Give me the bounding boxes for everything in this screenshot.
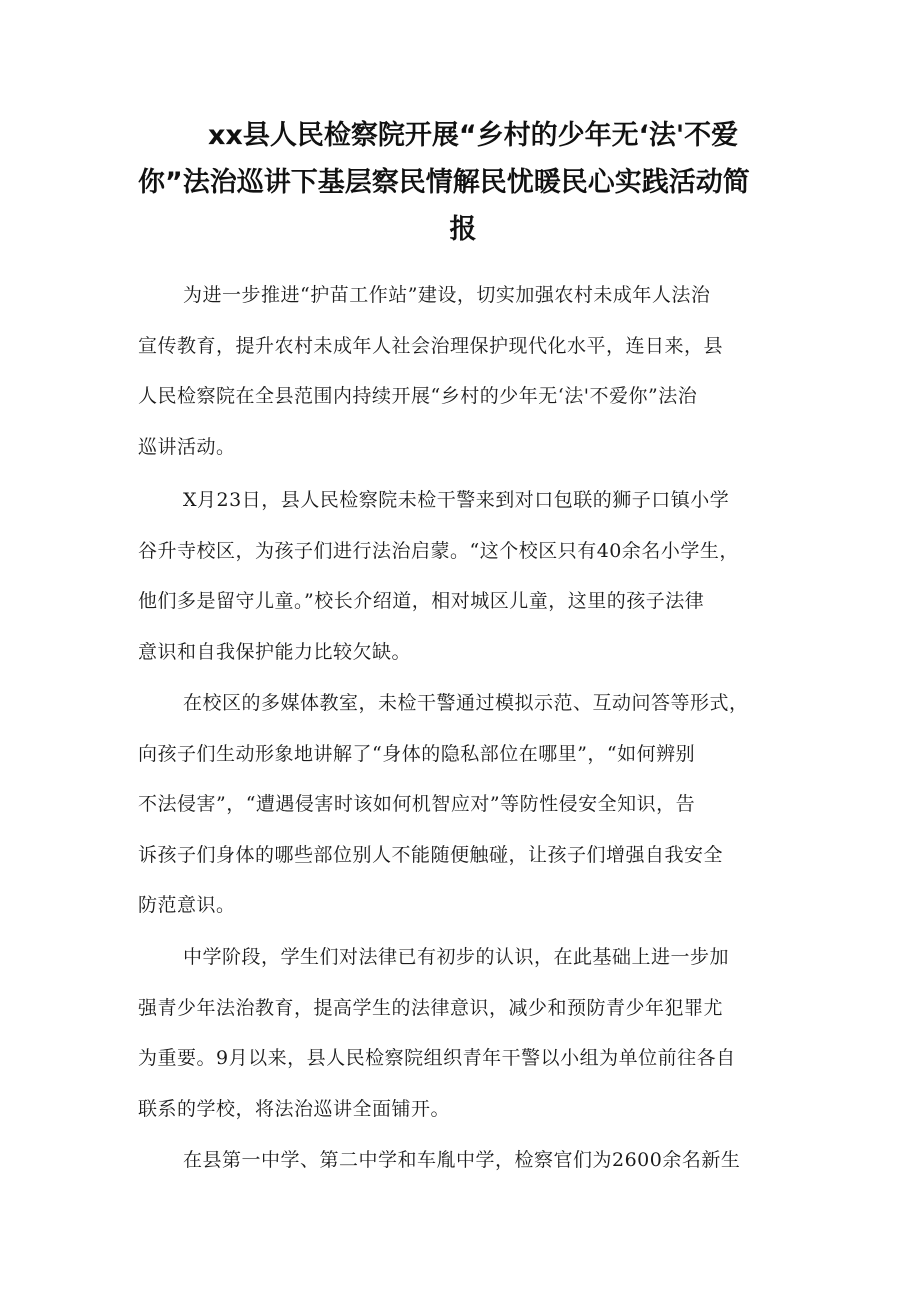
paragraph-line: 强青少年法治教育，提高学生的法律意识，减少和预防青少年犯罪尤 (138, 996, 724, 1019)
title-line: xx县人民检察院开展“乡村的少年无‘法'不爱 (208, 120, 739, 151)
paragraph-line: 在校区的多媒体教室，未检干警通过模拟示范、互动问答等形式， (183, 692, 749, 714)
title-line: 报 (449, 214, 477, 245)
paragraph-line: X月23日，县人民检察院未检干警来到对口包联的狮子口镇小学 (183, 489, 730, 511)
paragraph-line: 联系的学校，将法治巡讲全面铺开。 (138, 1097, 451, 1120)
paragraph-line: 向孩子们生动形象地讲解了“身体的隐私部位在哪里”，“如何辨别 (138, 742, 696, 765)
paragraph-line: 为重要。9月以来，县人民检察院组织青年干警以小组为单位前往各自 (138, 1047, 736, 1069)
paragraph-line: 为进一步推进“护苗工作站”建设，切实加强农村未成年人法治 (183, 284, 711, 306)
paragraph-line: 宣传教育，提升农村未成年人社会治理保护现代化水平，连日来，县 (138, 334, 724, 357)
paragraph-line: 意识和自我保护能力比较欠缺。 (138, 640, 412, 663)
paragraph-line: 巡讲活动。 (138, 435, 236, 458)
title-line: 你”法治巡讲下基层察民情解民忧暖民心实践活动简 (138, 167, 750, 198)
paragraph-line: 人民检察院在全县范围内持续开展“乡村的少年无‘法'不爱你”法治 (138, 385, 698, 407)
paragraph-line: 诉孩子们身体的哪些部位别人不能随便触碰，让孩子们增强自我安全 (138, 843, 724, 866)
paragraph-line: 中学阶段，学生们对法律已有初步的认识，在此基础上进一步加 (183, 946, 730, 968)
paragraph (138, 1135, 798, 1186)
paragraph (138, 678, 798, 931)
paragraph-line: 谷升寺校区，为孩子们进行法治启蒙。“这个校区只有40余名小学生， (138, 539, 739, 562)
paragraph-line: 在县第一中学、第二中学和车胤中学，检察官们为2600余名新生 (183, 1149, 741, 1171)
paragraph (138, 475, 798, 677)
paragraph-line: 防范意识。 (138, 894, 236, 916)
document-title (138, 112, 788, 253)
paragraph (138, 932, 798, 1134)
paragraph (138, 270, 798, 472)
paragraph-line: 他们多是留守儿童。”校长介绍道，相对城区儿童，这里的孩子法律 (138, 590, 705, 612)
paragraph-line: 不法侵害”，“遭遇侵害时该如何机智应对”等防性侵安全知识，告 (138, 793, 696, 815)
